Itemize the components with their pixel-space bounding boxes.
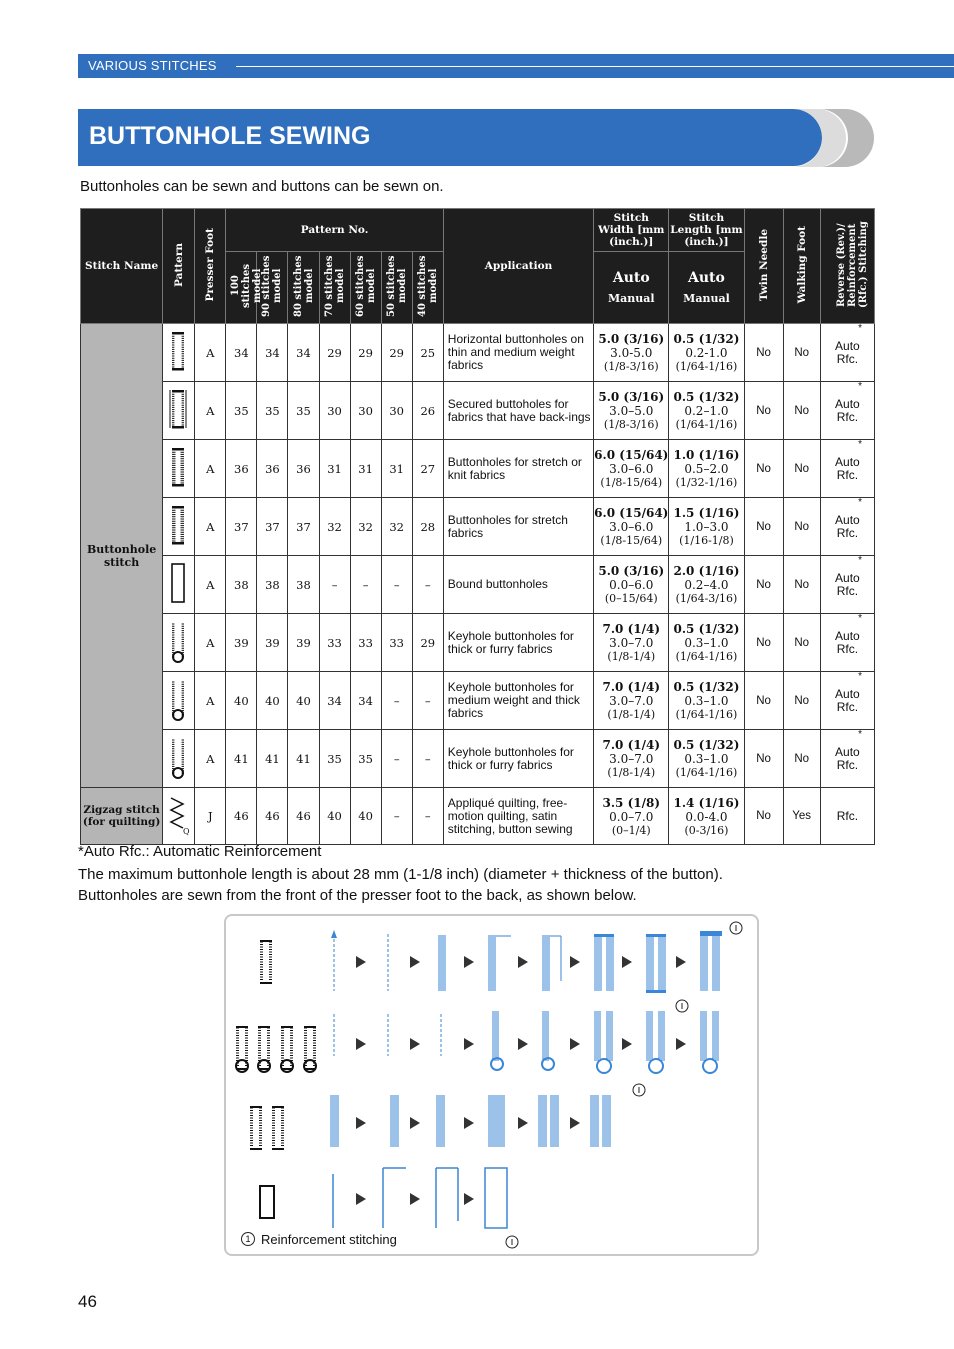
pattern-no-cell: 39 (257, 614, 288, 672)
pattern-no-cell: 31 (319, 440, 350, 498)
pattern-icon (163, 498, 195, 556)
pattern-no-cell: 30 (350, 382, 381, 440)
pattern-no-cell: 29 (381, 324, 412, 382)
table-row (81, 788, 875, 845)
reverse-cell: * Auto Rfc. (820, 324, 874, 382)
reverse-cell: * Auto Rfc. (820, 730, 874, 788)
pattern-no-cell: 36 (226, 440, 257, 498)
th-length-auto: Auto Manual (669, 252, 744, 324)
pattern-no-cell: 27 (412, 440, 443, 498)
stitch-length-cell: 0.5 (1/32) 0.3–1.0 (1/64-1/16) (669, 672, 744, 730)
pattern-icon (163, 788, 195, 845)
stitch-width-cell: 6.0 (15/64) 3.0–6.0 (1/8-15/64) (594, 498, 669, 556)
stitch-length-cell: 0.5 (1/32) 0.2–1.0 (1/64-1/16) (669, 382, 744, 440)
pattern-icon (163, 382, 195, 440)
note-direction: Buttonholes are sewn from the front of the presser foot to the back, as shown below. (78, 887, 637, 904)
twin-needle-cell: No (744, 498, 783, 556)
pattern-no-cell: – (381, 788, 412, 845)
pattern-no-cell: 38 (288, 556, 319, 614)
pattern-no-cell: 26 (412, 382, 443, 440)
walking-foot-cell: No (783, 672, 820, 730)
table-row (81, 498, 875, 556)
pattern-no-cell: – (381, 556, 412, 614)
application-cell: Horizontal buttonholes on thin and medium weight fabrics (443, 324, 593, 382)
pattern-icon (163, 672, 195, 730)
pattern-no-cell: – (412, 788, 443, 845)
section-label: VARIOUS STITCHES (88, 58, 217, 73)
pattern-no-cell: 33 (319, 614, 350, 672)
reverse-cell: * Auto Rfc. (820, 440, 874, 498)
table-row (81, 730, 875, 788)
presser-foot-cell: A (195, 614, 226, 672)
application-cell: Appliqué quilting, free-motion quilting, satin stitching, button sewing (443, 788, 593, 845)
pattern-icon (163, 324, 195, 382)
pattern-no-cell: 41 (226, 730, 257, 788)
table-row (81, 672, 875, 730)
pattern-no-cell: – (412, 672, 443, 730)
twin-needle-cell: No (744, 324, 783, 382)
section-header-bar (78, 54, 954, 78)
walking-foot-cell: No (783, 324, 820, 382)
twin-needle-cell: No (744, 556, 783, 614)
presser-foot-cell: J (195, 788, 226, 845)
buttonhole-sewing-diagram (224, 914, 759, 1256)
pattern-no-cell: 29 (350, 324, 381, 382)
pattern-no-cell: 30 (319, 382, 350, 440)
application-cell: Buttonholes for stretch fabrics (443, 498, 593, 556)
title-band (78, 109, 822, 166)
group-buttonhole-stitch: Buttonhole stitch (81, 324, 163, 788)
pattern-no-cell: 40 (350, 788, 381, 845)
stitch-length-cell: 1.0 (1/16) 0.5–2.0 (1/32-1/16) (669, 440, 744, 498)
pattern-no-cell: 34 (319, 672, 350, 730)
pattern-icon (163, 556, 195, 614)
twin-needle-cell: No (744, 382, 783, 440)
th-stitch-length: Stitch Length [mm (inch.)] (669, 209, 744, 252)
presser-foot-cell: A (195, 556, 226, 614)
pattern-no-cell: 29 (319, 324, 350, 382)
pattern-no-cell: 35 (257, 382, 288, 440)
pattern-no-cell: 28 (412, 498, 443, 556)
table-row (81, 324, 875, 382)
group-zigzag-stitch: Zigzag stitch (for quilting) (81, 788, 163, 845)
stitch-width-cell: 5.0 (3/16) 0.0–6.0 (0–15/64) (594, 556, 669, 614)
header-rule (236, 66, 954, 67)
pattern-no-cell: 31 (350, 440, 381, 498)
walking-foot-cell: Yes (783, 788, 820, 845)
application-cell: Keyhole buttonholes for medium weight and thick fabrics (443, 672, 593, 730)
reverse-cell: * Auto Rfc. (820, 672, 874, 730)
note-max-length: The maximum buttonhole length is about 28 mm (1-1/8 inch) (diameter + thickness of the button). (78, 866, 723, 883)
reverse-cell: * Auto Rfc. (820, 556, 874, 614)
stitch-width-cell: 7.0 (1/4) 3.0–7.0 (1/8-1/4) (594, 730, 669, 788)
pattern-no-cell: 29 (412, 614, 443, 672)
stitch-length-cell: 2.0 (1/16) 0.2–4.0 (1/64-3/16) (669, 556, 744, 614)
application-cell: Keyhole buttonholes for thick or furry fabrics (443, 730, 593, 788)
th-model-100: 100 stitches model (226, 252, 257, 324)
stitch-width-cell: 7.0 (1/4) 3.0–7.0 (1/8-1/4) (594, 672, 669, 730)
pattern-icon (163, 440, 195, 498)
stitch-length-cell: 0.5 (1/32) 0.3–1.0 (1/64-1/16) (669, 730, 744, 788)
pattern-no-cell: 35 (319, 730, 350, 788)
pattern-no-cell: 31 (381, 440, 412, 498)
pattern-no-cell: 38 (226, 556, 257, 614)
twin-needle-cell: No (744, 440, 783, 498)
reverse-cell: Rfc. (820, 788, 874, 845)
pattern-no-cell: 39 (288, 614, 319, 672)
reverse-cell: * Auto Rfc. (820, 382, 874, 440)
th-width-auto: Auto Manual (594, 252, 669, 324)
intro-text: Buttonholes can be sewn and buttons can be sewn on. (80, 178, 444, 195)
pattern-no-cell: 33 (381, 614, 412, 672)
pattern-no-cell: 25 (412, 324, 443, 382)
reverse-cell: * Auto Rfc. (820, 614, 874, 672)
th-walking-foot: Walking Foot (783, 209, 820, 324)
th-reverse: Reverse (Rev.)/ Reinforcement (Rfc.) Stitching (820, 209, 874, 324)
legend-text: Reinforcement stitching (261, 1232, 397, 1247)
th-application: Application (443, 209, 593, 324)
walking-foot-cell: No (783, 614, 820, 672)
th-pattern-no: Pattern No. (226, 209, 443, 252)
th-twin-needle: Twin Needle (744, 209, 783, 324)
walking-foot-cell: No (783, 498, 820, 556)
twin-needle-cell: No (744, 614, 783, 672)
pattern-no-cell: 40 (288, 672, 319, 730)
pattern-no-cell: – (319, 556, 350, 614)
pattern-no-cell: 41 (288, 730, 319, 788)
application-cell: Bound buttonholes (443, 556, 593, 614)
application-cell: Buttonholes for stretch or knit fabrics (443, 440, 593, 498)
pattern-no-cell: 35 (350, 730, 381, 788)
buttonhole-stitch-table (80, 208, 875, 845)
stitch-length-cell: 0.5 (1/32) 0.3–1.0 (1/64-1/16) (669, 614, 744, 672)
table-row (81, 556, 875, 614)
table-row (81, 440, 875, 498)
legend-marker: 1 (241, 1232, 255, 1246)
th-stitch-name: Stitch Name (81, 209, 163, 324)
twin-needle-cell: No (744, 672, 783, 730)
pattern-no-cell: 32 (381, 498, 412, 556)
presser-foot-cell: A (195, 672, 226, 730)
twin-needle-cell: No (744, 788, 783, 845)
stitch-width-cell: 6.0 (15/64) 3.0–6.0 (1/8-15/64) (594, 440, 669, 498)
pattern-no-cell: 34 (350, 672, 381, 730)
pattern-no-cell: 40 (226, 672, 257, 730)
svg-text:Q: Q (182, 826, 190, 836)
pattern-no-cell: 36 (257, 440, 288, 498)
title-decoration (785, 109, 877, 167)
application-cell: Secured buttoholes for fabrics that have back-ings (443, 382, 593, 440)
pattern-no-cell: 32 (350, 498, 381, 556)
stitch-length-cell: 0.5 (1/32) 0.2-1.0 (1/64-1/16) (669, 324, 744, 382)
pattern-no-cell: 40 (257, 672, 288, 730)
pattern-no-cell: 35 (288, 382, 319, 440)
pattern-no-cell: 40 (319, 788, 350, 845)
sewing-sequence-illustration (226, 916, 757, 1254)
stitch-length-cell: 1.4 (1/16) 0.0-4.0 (0-3/16) (669, 788, 744, 845)
presser-foot-cell: A (195, 382, 226, 440)
pattern-no-cell: – (412, 730, 443, 788)
pattern-no-cell: 34 (257, 324, 288, 382)
pattern-no-cell: 41 (257, 730, 288, 788)
pattern-no-cell: 37 (226, 498, 257, 556)
walking-foot-cell: No (783, 556, 820, 614)
stitch-width-cell: 3.5 (1/8) 0.0–7.0 (0–1/4) (594, 788, 669, 845)
pattern-icon (163, 730, 195, 788)
th-presser-foot: Presser Foot (195, 209, 226, 324)
th-model-70: 70 stitches model (319, 252, 350, 324)
th-model-60: 60 stitches model (350, 252, 381, 324)
pattern-no-cell: 37 (257, 498, 288, 556)
pattern-no-cell: 33 (350, 614, 381, 672)
th-stitch-width: Stitch Width [mm (inch.)] (594, 209, 669, 252)
table-row (81, 382, 875, 440)
pattern-no-cell: 46 (257, 788, 288, 845)
pattern-no-cell: – (381, 730, 412, 788)
pattern-no-cell: 46 (226, 788, 257, 845)
stitch-width-cell: 7.0 (1/4) 3.0–7.0 (1/8-1/4) (594, 614, 669, 672)
pattern-no-cell: 46 (288, 788, 319, 845)
walking-foot-cell: No (783, 730, 820, 788)
note-auto-rfc: *Auto Rfc.: Automatic Reinforcement (78, 843, 322, 860)
th-model-40: 40 stitches model (412, 252, 443, 324)
pattern-no-cell: 38 (257, 556, 288, 614)
stitch-width-cell: 5.0 (3/16) 3.0–5.0 (1/8-3/16) (594, 382, 669, 440)
walking-foot-cell: No (783, 440, 820, 498)
table-row (81, 614, 875, 672)
pattern-no-cell: – (350, 556, 381, 614)
pattern-no-cell: 35 (226, 382, 257, 440)
pattern-no-cell: 36 (288, 440, 319, 498)
th-model-90: 90 stitches model (257, 252, 288, 324)
presser-foot-cell: A (195, 324, 226, 382)
th-model-50: 50 stitches model (381, 252, 412, 324)
application-cell: Keyhole buttonholes for thick or furry fabrics (443, 614, 593, 672)
page-title: BUTTONHOLE SEWING (89, 122, 371, 150)
th-pattern: Pattern (163, 209, 195, 324)
presser-foot-cell: A (195, 730, 226, 788)
walking-foot-cell: No (783, 382, 820, 440)
page-number: 46 (78, 1292, 97, 1311)
presser-foot-cell: A (195, 440, 226, 498)
th-model-80: 80 stitches model (288, 252, 319, 324)
reverse-cell: * Auto Rfc. (820, 498, 874, 556)
pattern-no-cell: 34 (288, 324, 319, 382)
pattern-no-cell: – (412, 556, 443, 614)
pattern-no-cell: 30 (381, 382, 412, 440)
pattern-no-cell: 39 (226, 614, 257, 672)
stitch-width-cell: 5.0 (3/16) 3.0-5.0 (1/8-3/16) (594, 324, 669, 382)
pattern-icon (163, 614, 195, 672)
presser-foot-cell: A (195, 498, 226, 556)
pattern-no-cell: – (381, 672, 412, 730)
twin-needle-cell: No (744, 730, 783, 788)
pattern-no-cell: 37 (288, 498, 319, 556)
pattern-no-cell: 32 (319, 498, 350, 556)
stitch-length-cell: 1.5 (1/16) 1.0–3.0 (1/16-1/8) (669, 498, 744, 556)
pattern-no-cell: 34 (226, 324, 257, 382)
